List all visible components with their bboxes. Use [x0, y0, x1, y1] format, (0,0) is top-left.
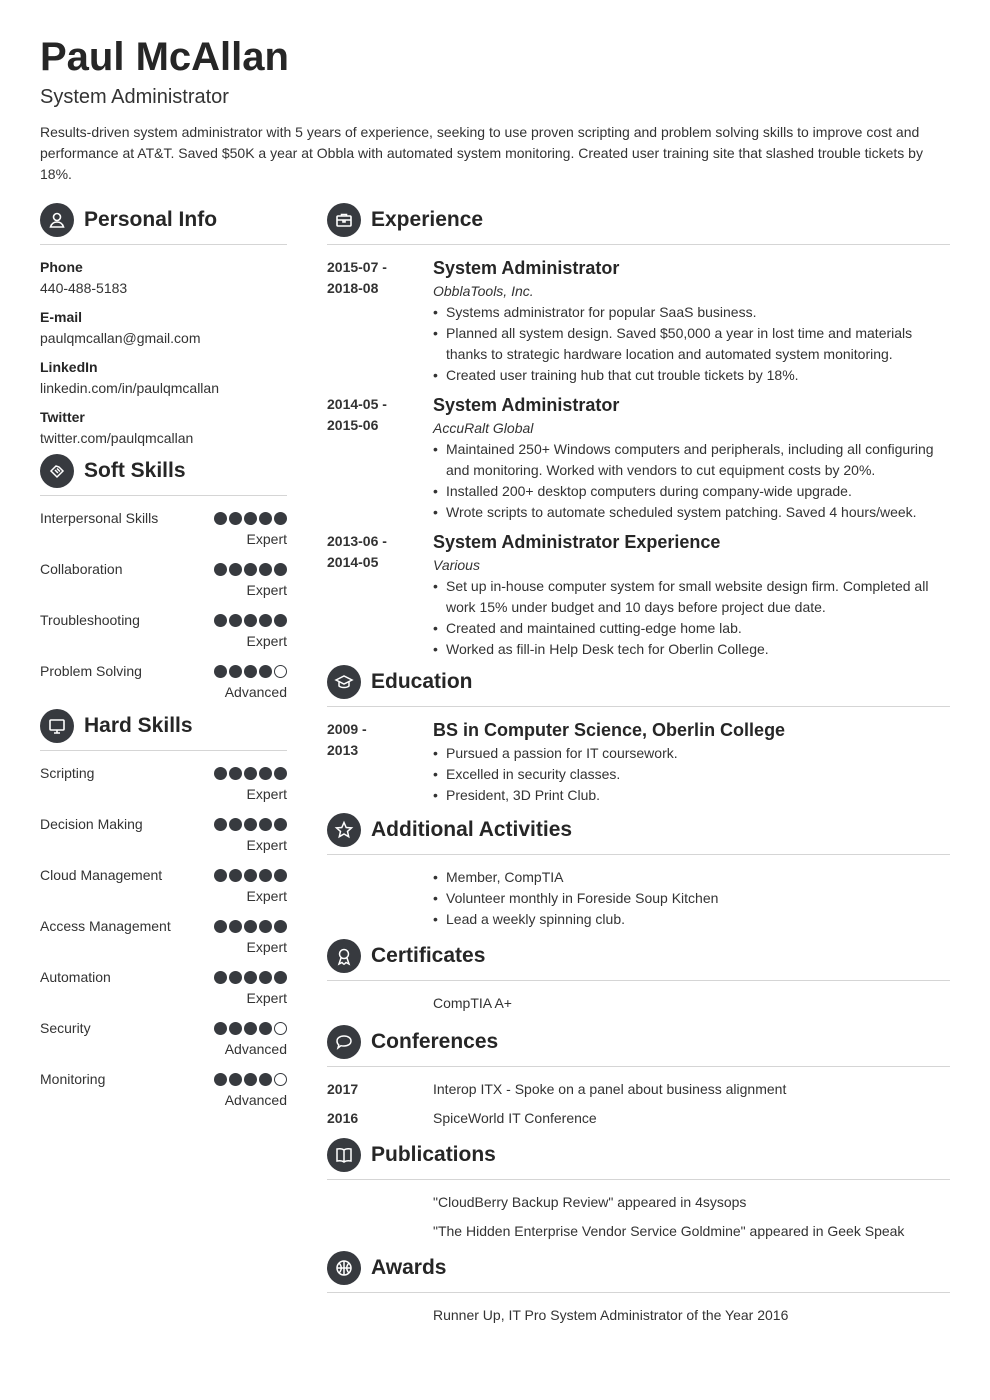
skill-rating — [214, 1018, 287, 1039]
skill-row — [40, 763, 287, 784]
section-title: Hard Skills — [84, 714, 193, 737]
skill-item — [40, 1069, 287, 1111]
rating-dot-filled — [229, 614, 242, 627]
date-end: 2013 — [327, 742, 359, 758]
education-entry — [327, 719, 950, 806]
rating-dot-filled — [244, 614, 257, 627]
briefcase-icon — [327, 203, 361, 237]
entry-date — [327, 719, 433, 806]
list-item: • Excelled in security classes. — [433, 764, 950, 785]
activities-entry — [327, 867, 950, 930]
entry-date-spacer — [327, 1221, 433, 1242]
skill-name: Monitoring — [40, 1071, 106, 1087]
rating-dot-filled — [244, 920, 257, 933]
skill-row — [40, 916, 287, 937]
skill-level: Expert — [246, 939, 287, 955]
date-start: 2015-07 - — [327, 259, 387, 275]
left-column — [40, 206, 287, 1120]
rating-dot-filled — [244, 818, 257, 831]
conference-year: 2016 — [327, 1110, 359, 1126]
basketball-icon — [327, 1251, 361, 1285]
rating-dot-empty — [274, 1022, 287, 1035]
skill-rating — [214, 661, 287, 682]
monitor-icon — [40, 709, 74, 743]
rating-dot-filled — [259, 971, 272, 984]
bullet-list — [433, 867, 950, 930]
rating-dot-filled — [229, 1022, 242, 1035]
entry-body — [433, 531, 950, 660]
skill-rating — [214, 559, 287, 580]
entry-body — [433, 257, 950, 386]
skill-row — [40, 967, 287, 988]
info-label: Twitter — [40, 409, 85, 425]
info-value: linkedin.com/in/paulqmcallan — [40, 380, 219, 396]
awards-header — [327, 1254, 950, 1293]
job-title: System Administrator — [433, 395, 620, 415]
conferences-header — [327, 1028, 950, 1067]
list-item: • Maintained 250+ Windows computers and peripherals, including all configuring and monitoring. Worked with vendors to cut equipment costs by 20%. — [433, 439, 950, 481]
rating-dot-filled — [214, 614, 227, 627]
info-item-email — [40, 307, 287, 349]
list-item: • President, 3D Print Club. — [433, 785, 950, 806]
skill-item — [40, 967, 287, 1009]
skill-name: Interpersonal Skills — [40, 510, 159, 526]
rating-dot-filled — [229, 869, 242, 882]
section-title: Additional Activities — [371, 818, 573, 841]
skill-level: Expert — [246, 990, 287, 1006]
skill-item — [40, 763, 287, 805]
rating-dot-filled — [229, 665, 242, 678]
section-title: Conferences — [371, 1030, 499, 1053]
skill-rating — [214, 967, 287, 988]
company-name: AccuRalt Global — [433, 420, 534, 436]
soft-skills-header — [40, 457, 287, 496]
soft-skills-list — [40, 508, 287, 703]
experience-list — [327, 257, 950, 660]
skill-level: Advanced — [224, 1092, 287, 1108]
experience-entry — [327, 394, 950, 523]
list-item: • Pursued a passion for IT coursework. — [433, 743, 950, 764]
star-icon — [327, 813, 361, 847]
section-title: Awards — [371, 1256, 447, 1279]
list-item: • Lead a weekly spinning club. — [433, 909, 950, 930]
speech-bubble-icon — [327, 1025, 361, 1059]
rating-dot-filled — [214, 1022, 227, 1035]
rating-dot-filled — [259, 920, 272, 933]
skill-level: Advanced — [224, 684, 287, 700]
rating-dot-filled — [259, 665, 272, 678]
info-label: LinkedIn — [40, 359, 98, 375]
list-item: • Created user training hub that cut trouble tickets by 18%. — [433, 365, 950, 386]
date-start: 2009 - — [327, 721, 367, 737]
bullet-list — [433, 439, 950, 523]
info-item-linkedin — [40, 357, 287, 399]
info-value: paulqmcallan@gmail.com — [40, 330, 201, 346]
publications-header — [327, 1141, 950, 1180]
user-icon — [40, 203, 74, 237]
skill-item — [40, 661, 287, 703]
rating-dot-empty — [274, 1073, 287, 1086]
rating-dot-filled — [244, 512, 257, 525]
skill-name: Security — [40, 1020, 91, 1036]
entry-date-spacer — [327, 867, 433, 930]
rating-dot-filled — [229, 767, 242, 780]
rating-dot-filled — [244, 1073, 257, 1086]
publication-text: "CloudBerry Backup Review" appeared in 4sysops — [433, 1194, 747, 1210]
rating-dot-filled — [214, 767, 227, 780]
skill-name: Problem Solving — [40, 663, 142, 679]
publication-entry — [327, 1192, 950, 1213]
entry-body — [433, 394, 950, 523]
award-text: Runner Up, IT Pro System Administrator of the Year 2016 — [433, 1307, 789, 1323]
rating-dot-filled — [214, 869, 227, 882]
rating-dot-filled — [259, 512, 272, 525]
entry-date-spacer — [327, 1192, 433, 1213]
skill-rating — [214, 508, 287, 529]
skill-item — [40, 508, 287, 550]
rating-dot-filled — [229, 920, 242, 933]
company-name: Various — [433, 557, 480, 573]
skill-rating — [214, 916, 287, 937]
conference-text: Interop ITX - Spoke on a panel about business alignment — [433, 1081, 787, 1097]
list-item: • Wrote scripts to automate scheduled system patching. Saved 4 hours/week. — [433, 502, 950, 523]
summary: Results-driven system administrator with 5 years of experience, seeking to use proven scripting and problem solving skills to improve cost and performance at AT&T. Saved $50K a year at Obbla with automated system monitoring. Created user training site that slashed trouble tickets by 18%. — [40, 124, 923, 182]
skill-rating — [214, 610, 287, 631]
list-item: • Installed 200+ desktop computers during company-wide upgrade. — [433, 481, 950, 502]
graduation-cap-icon — [327, 665, 361, 699]
rating-dot-filled — [214, 971, 227, 984]
skill-rating — [214, 814, 287, 835]
skill-rating — [214, 865, 287, 886]
activities-header — [327, 816, 950, 855]
rating-dot-filled — [244, 563, 257, 576]
skill-name: Access Management — [40, 918, 171, 934]
personal-info-header — [40, 206, 287, 245]
rating-dot-filled — [244, 767, 257, 780]
rating-dot-filled — [259, 563, 272, 576]
entry-body — [433, 867, 950, 930]
conference-text: SpiceWorld IT Conference — [433, 1110, 597, 1126]
rating-dot-filled — [244, 971, 257, 984]
skill-name: Decision Making — [40, 816, 143, 832]
rating-dot-filled — [214, 563, 227, 576]
skill-name: Automation — [40, 969, 111, 985]
skill-name: Scripting — [40, 765, 95, 781]
company-name: ObblaTools, Inc. — [433, 283, 534, 299]
skill-item — [40, 610, 287, 652]
list-item: • Member, CompTIA — [433, 867, 950, 888]
rating-dot-filled — [229, 971, 242, 984]
info-label: E-mail — [40, 309, 83, 325]
rating-dot-filled — [274, 767, 287, 780]
experience-entry — [327, 531, 950, 660]
date-start: 2014-05 - — [327, 396, 387, 412]
skill-row — [40, 1069, 287, 1090]
ribbon-icon — [327, 939, 361, 973]
skill-level: Expert — [246, 633, 287, 649]
info-label: Phone — [40, 259, 83, 275]
bullet-list — [433, 302, 950, 386]
skill-row — [40, 559, 287, 580]
rating-dot-filled — [274, 971, 287, 984]
rating-dot-filled — [259, 818, 272, 831]
job-title: System Administrator Experience — [433, 532, 721, 552]
rating-dot-filled — [244, 665, 257, 678]
skill-item — [40, 814, 287, 856]
certificate-entry — [327, 993, 950, 1014]
rating-dot-filled — [274, 512, 287, 525]
section-title: Experience — [371, 208, 484, 231]
skill-item — [40, 865, 287, 907]
conference-year: 2017 — [327, 1081, 359, 1097]
skill-row — [40, 610, 287, 631]
section-title: Publications — [371, 1143, 496, 1166]
candidate-title: System Administrator — [40, 86, 229, 108]
rating-dot-filled — [259, 869, 272, 882]
rating-dot-filled — [214, 665, 227, 678]
entry-date — [327, 257, 433, 386]
handshake-icon — [40, 454, 74, 488]
rating-dot-filled — [259, 614, 272, 627]
hard-skills-list — [40, 763, 287, 1111]
list-item: • Volunteer monthly in Foreside Soup Kitchen — [433, 888, 950, 909]
rating-dot-filled — [229, 563, 242, 576]
rating-dot-filled — [229, 1073, 242, 1086]
list-item: • Systems administrator for popular SaaS business. — [433, 302, 950, 323]
skill-rating — [214, 1069, 287, 1090]
education-header — [327, 668, 950, 707]
skill-item — [40, 916, 287, 958]
section-title: Soft Skills — [84, 459, 186, 482]
bullet-list — [433, 576, 950, 660]
section-title: Certificates — [371, 944, 486, 967]
date-end: 2018-08 — [327, 280, 379, 296]
rating-dot-filled — [274, 818, 287, 831]
book-icon — [327, 1138, 361, 1172]
skill-row — [40, 1018, 287, 1039]
rating-dot-filled — [244, 1022, 257, 1035]
rating-dot-filled — [259, 767, 272, 780]
rating-dot-filled — [214, 920, 227, 933]
skill-item — [40, 559, 287, 601]
rating-dot-empty — [274, 665, 287, 678]
section-title: Personal Info — [84, 208, 218, 231]
rating-dot-filled — [274, 869, 287, 882]
date-start: 2013-06 - — [327, 533, 387, 549]
degree-title: BS in Computer Science, Oberlin College — [433, 720, 786, 740]
rating-dot-filled — [274, 920, 287, 933]
experience-entry — [327, 257, 950, 386]
skill-level: Advanced — [224, 1041, 287, 1057]
rating-dot-filled — [214, 512, 227, 525]
experience-header — [327, 206, 950, 245]
skill-name: Troubleshooting — [40, 612, 140, 628]
rating-dot-filled — [274, 563, 287, 576]
candidate-name: Paul McAllan — [40, 35, 289, 79]
info-value: 440-488-5183 — [40, 280, 128, 296]
publication-entry — [327, 1221, 950, 1242]
skill-level: Expert — [246, 837, 287, 853]
rating-dot-filled — [214, 1073, 227, 1086]
skill-level: Expert — [246, 531, 287, 547]
bullet-list — [433, 743, 950, 806]
skill-row — [40, 865, 287, 886]
job-title: System Administrator — [433, 258, 620, 278]
list-item: • Worked as fill-in Help Desk tech for Oberlin College. — [433, 639, 950, 660]
rating-dot-filled — [274, 614, 287, 627]
rating-dot-filled — [259, 1022, 272, 1035]
certificates-header — [327, 942, 950, 981]
section-title: Education — [371, 670, 473, 693]
rating-dot-filled — [229, 512, 242, 525]
skill-row — [40, 661, 287, 682]
entry-date — [327, 531, 433, 660]
info-value: twitter.com/paulqmcallan — [40, 430, 194, 446]
rating-dot-filled — [229, 818, 242, 831]
publication-text: "The Hidden Enterprise Vendor Service Goldmine" appeared in Geek Speak — [433, 1223, 905, 1239]
entry-date-spacer — [327, 1305, 433, 1326]
conference-entry — [327, 1079, 950, 1100]
skill-row — [40, 814, 287, 835]
skill-row — [40, 508, 287, 529]
certificate-name: CompTIA A+ — [433, 995, 512, 1011]
entry-date — [327, 394, 433, 523]
skill-level: Expert — [246, 786, 287, 802]
resume-header — [40, 34, 950, 185]
skill-level: Expert — [246, 888, 287, 904]
entry-body — [433, 719, 950, 806]
info-item-twitter — [40, 407, 287, 449]
info-item-phone — [40, 257, 287, 299]
award-entry — [327, 1305, 950, 1326]
hard-skills-header — [40, 712, 287, 751]
skill-level: Expert — [246, 582, 287, 598]
skill-name: Cloud Management — [40, 867, 163, 883]
rating-dot-filled — [244, 869, 257, 882]
conference-entry — [327, 1108, 950, 1129]
list-item: • Created and maintained cutting-edge home lab. — [433, 618, 950, 639]
date-end: 2014-05 — [327, 554, 379, 570]
skill-name: Collaboration — [40, 561, 123, 577]
rating-dot-filled — [214, 818, 227, 831]
skill-rating — [214, 763, 287, 784]
personal-info-list — [40, 257, 287, 449]
list-item: • Planned all system design. Saved $50,000 a year in lost time and materials thanks to strategic hardware location and automated system monitoring. — [433, 323, 950, 365]
list-item: • Set up in-house computer system for small website design firm. Completed all work 15% under budget and 10 days before project due date. — [433, 576, 950, 618]
right-column — [327, 206, 950, 1334]
entry-date-spacer — [327, 993, 433, 1014]
skill-item — [40, 1018, 287, 1060]
rating-dot-filled — [259, 1073, 272, 1086]
date-end: 2015-06 — [327, 417, 379, 433]
